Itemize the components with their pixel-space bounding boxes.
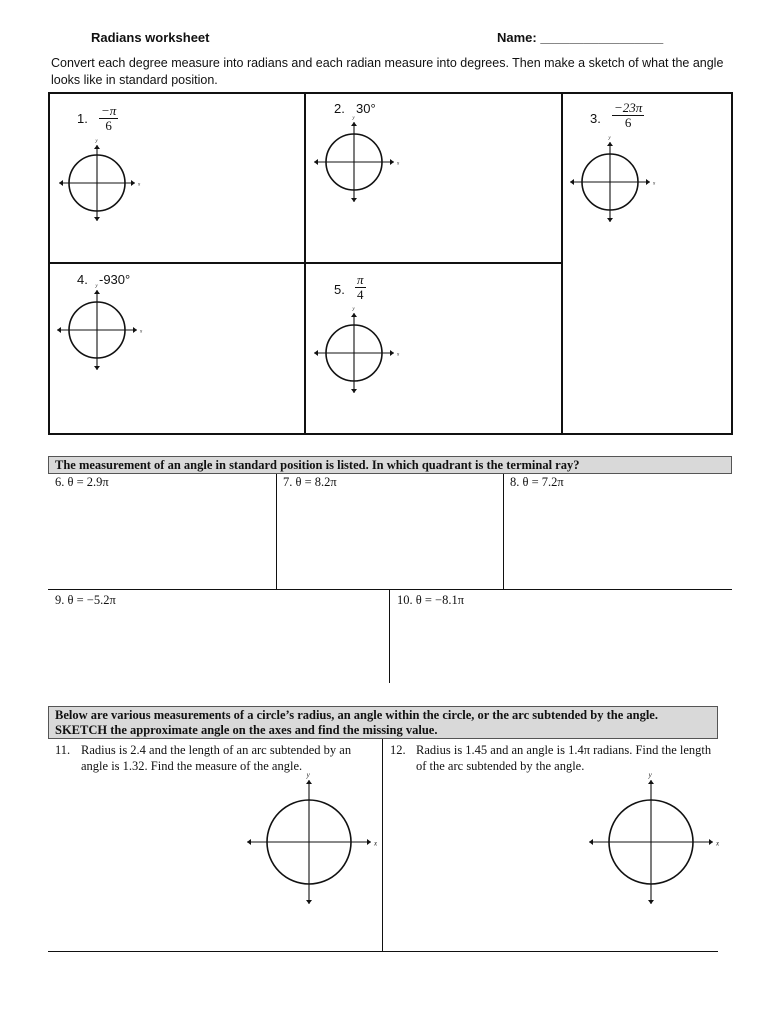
problem-2-axes-y-label: y (352, 116, 355, 121)
problem-5-axes-arrow-up (351, 313, 357, 317)
instructions: Convert each degree measure into radians and each radian measure into degrees. Then make a sketch of what the angle looks like in standard position. (51, 56, 724, 87)
problem-2-axes-arrow-left (314, 159, 318, 165)
problem-12-axes-arrow-right (709, 839, 713, 845)
part2-divider-3 (389, 590, 390, 683)
problem-1-axes-arrow-up (94, 145, 100, 149)
problem-4-number: 4. (77, 272, 88, 287)
problem-12-text: Radius is 1.45 and an angle is 1.4π radians. Find the length of the arc subtended by the angle. (416, 743, 712, 773)
problem-3-axes-arrow-up (607, 142, 613, 146)
problem-1-numerator: −π (101, 103, 117, 118)
problem-1-axes-arrow-left (59, 180, 63, 186)
problem-3-denominator: 6 (624, 115, 632, 130)
part2-divider-1 (276, 474, 277, 590)
problem-12-axes[interactable] (579, 770, 723, 914)
problem-3-number: 3. (590, 111, 601, 126)
problem-4-axes-x-label: x (140, 329, 143, 335)
problem-3-axes[interactable] (560, 132, 660, 232)
problem-1-fraction (99, 104, 118, 133)
problem-4-axes-arrow-down (94, 366, 100, 370)
problem-12-axes-arrow-up (648, 780, 654, 784)
problem-2-axes-arrow-down (351, 198, 357, 202)
problem-4-axes-arrow-left (57, 327, 61, 333)
problem-1-axes[interactable] (49, 135, 145, 231)
problem-3-fraction (612, 101, 644, 130)
problem-5-fraction (355, 273, 366, 302)
problem-2-number: 2. (334, 101, 345, 116)
problem-1-number: 1. (77, 111, 88, 126)
problem-2-axes-arrow-up (351, 122, 357, 126)
problem-3-numerator: −23π (614, 100, 643, 115)
problem-5-denominator: 4 (357, 287, 364, 302)
problem-11-axes-arrow-down (306, 900, 312, 904)
problem-1-axes-y-label: y (95, 139, 98, 144)
problem-11-axes[interactable] (237, 770, 381, 914)
part2-header: The measurement of an angle in standard position is listed. In which quadrant is the terminal ray? (48, 456, 732, 474)
part3-divider (382, 739, 383, 951)
problem-5-axes[interactable] (304, 303, 404, 403)
problem-7: 7. θ = 8.2π (283, 475, 337, 489)
problem-6: 6. θ = 2.9π (55, 475, 109, 489)
part2-divider-2 (503, 474, 504, 590)
problem-4-axes-arrow-right (133, 327, 137, 333)
problem-11-axes-arrow-right (367, 839, 371, 845)
problem-5-axes-arrow-down (351, 389, 357, 393)
problem-2-axes-arrow-right (390, 159, 394, 165)
problem-2-axes[interactable] (304, 112, 404, 212)
problem-10: 10. θ = −8.1π (397, 593, 465, 607)
problem-5-number: 5. (334, 282, 345, 297)
problem-4-axes-arrow-up (94, 290, 100, 294)
problem-4-axes[interactable] (47, 280, 147, 380)
problem-12-axes-arrow-left (589, 839, 593, 845)
problem-12-axes-x-label: x (716, 839, 720, 848)
problem-8: 8. θ = 7.2π (510, 475, 564, 489)
problem-5-axes-arrow-left (314, 350, 318, 356)
problem-11-axes-x-label: x (374, 839, 378, 848)
part3-bottom-line (48, 951, 718, 952)
problem-11-axes-arrow-left (247, 839, 251, 845)
problem-11-axes-y-label: y (306, 771, 310, 779)
problem-3-axes-arrow-right (646, 179, 650, 185)
problem-5-axes-arrow-right (390, 350, 394, 356)
problem-4-axes-y-label: y (95, 284, 98, 289)
problem-12-axes-y-label: y (648, 771, 652, 779)
problem-5-axes-y-label: y (352, 307, 355, 312)
problem-1-denominator: 6 (105, 118, 112, 133)
worksheet-title: Radians worksheet (91, 30, 210, 45)
problem-9: 9. θ = −5.2π (55, 593, 116, 607)
problem-12-number: 12. (390, 743, 406, 757)
problem-11-text: Radius is 2.4 and the length of an arc subtended by an angle is 1.32. Find the measure of the angle. (81, 743, 352, 773)
problem-1-axes-arrow-down (94, 217, 100, 221)
problem-3-axes-arrow-left (570, 179, 574, 185)
problem-4-value: -930° (99, 272, 131, 287)
problem-3-axes-arrow-down (607, 218, 613, 222)
problem-2-value: 30° (356, 101, 376, 116)
problem-5-numerator: π (357, 272, 364, 287)
problem-12-axes-arrow-down (648, 900, 654, 904)
part3-header: Below are various measurements of a circle’s radius, an angle within the circle, or the arc subtended by the angle. SKETCH the approximate angle on the axes and find the missing value. (48, 706, 718, 739)
problem-3-axes-x-label: x (653, 181, 656, 187)
problem-11-axes-arrow-up (306, 780, 312, 784)
part2-row-divider (48, 589, 732, 590)
problem-1-axes-arrow-right (131, 180, 135, 186)
problem-1-axes-x-label: x (138, 182, 141, 188)
name-field-label[interactable]: Name: _________________ (497, 30, 664, 45)
problem-11-number: 11. (55, 743, 71, 757)
problem-2-axes-x-label: x (397, 161, 400, 167)
problem-5-axes-x-label: x (397, 352, 400, 358)
problem-3-axes-y-label: y (608, 136, 611, 141)
